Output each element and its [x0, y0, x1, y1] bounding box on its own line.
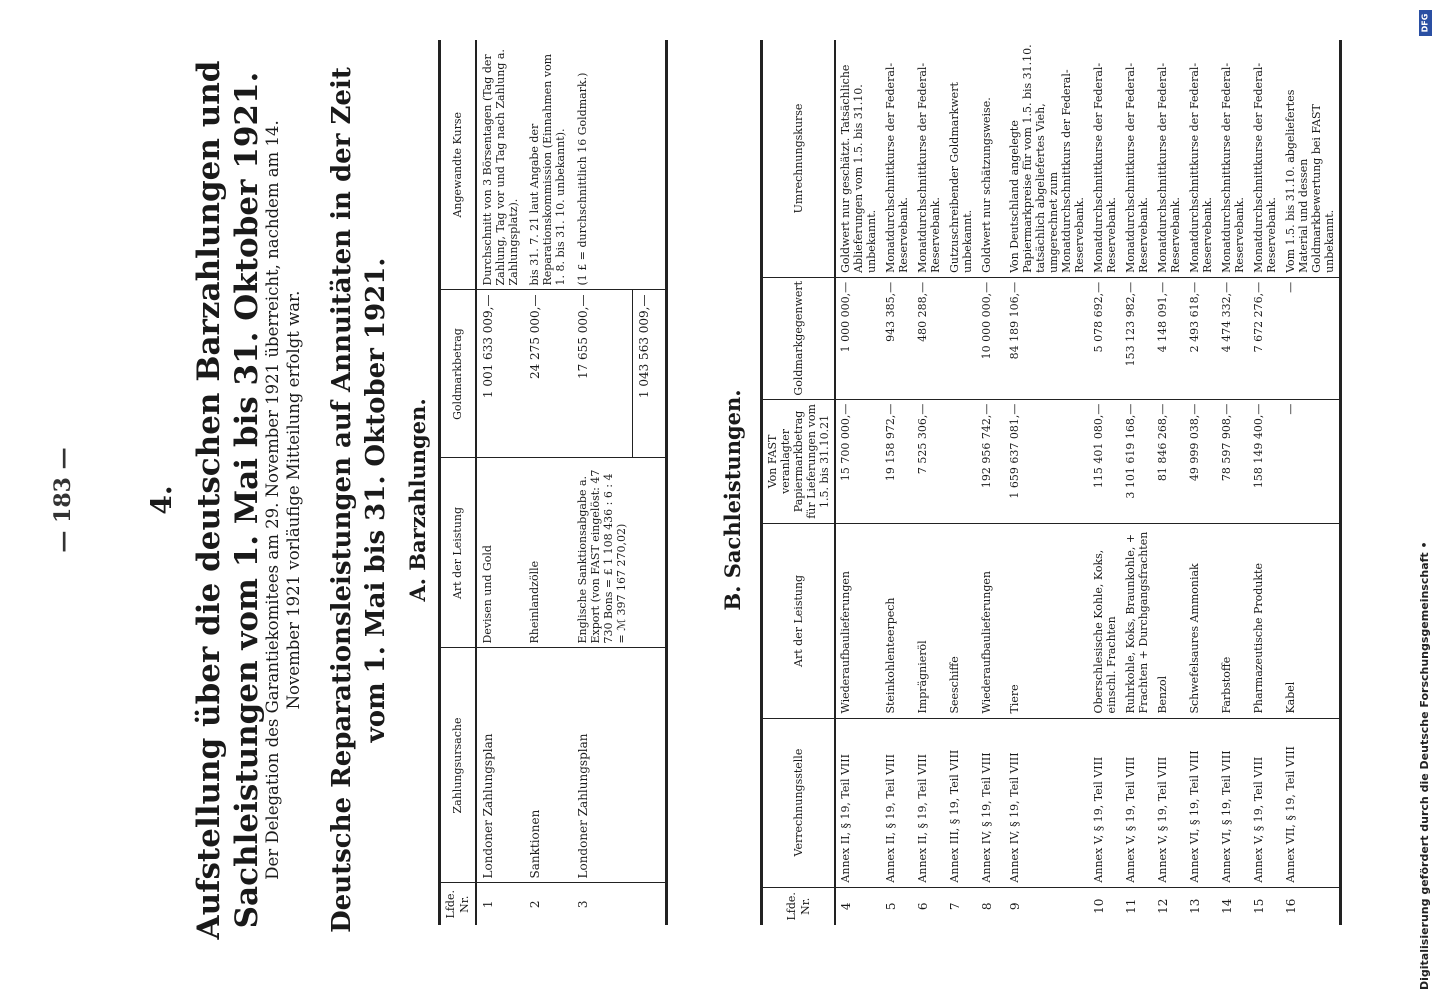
cell-kurse: Monatdurchschnittkurse der Federal-Reservebank. [913, 40, 945, 277]
cell-nr: 9 [1008, 902, 1022, 911]
table-row [1281, 40, 1341, 925]
cell-gold: 7 672 276,— [1249, 277, 1281, 399]
table-row [977, 40, 1005, 925]
cell-papier: 78 597 908,— [1217, 399, 1249, 524]
cell-stelle: Annex IV, § 19, Teil VIII [977, 718, 1005, 887]
cell-art: Rheinlandzölle [524, 458, 572, 648]
cell-nr: 13 [1188, 898, 1202, 914]
cell-nr: 4 [839, 902, 853, 911]
col-header-nr: Lfde. Nr. [440, 883, 477, 925]
cell-stelle: Annex VI, § 19, Teil VIII [1217, 718, 1249, 887]
table-row [1185, 40, 1217, 925]
total-row [632, 40, 666, 925]
cell-kurse: Gutzuschreibender Goldmarkwert unbekannt. [945, 40, 977, 277]
cell-stelle: Annex III, § 19, Teil VIII [945, 718, 977, 887]
table-row [524, 40, 572, 925]
cell-papier: 3 101 619 168,— [1121, 399, 1153, 524]
cell-gold [945, 277, 977, 399]
cell-art: Farbstoffe [1217, 524, 1249, 718]
cell-gold: 5 078 692,— [1089, 277, 1121, 399]
cell-nr: 3 [576, 900, 590, 909]
sidebar-credit: Digitalisierung gefördert durch die Deutsche Forschungsgemeinschaft • [1418, 541, 1431, 990]
col-header-papier: Von FAST veranlagter Papiermarkbetrag für Lieferungen vom 1.5. bis 31.10.21 [762, 399, 836, 524]
cell-papier: — [1281, 399, 1341, 524]
col-header-kurse: Umrechnungskurse [762, 40, 836, 277]
cell-nr: 10 [1092, 898, 1106, 914]
cell-kurse: Durchschnitt von 3 Börsentagen (Tag der Zahlung, Tag vor und Tag nach Zahlung a. Zahlungsplatz). [476, 40, 524, 290]
document-title: Aufstellung über die deutschen Barzahlungen und Sachleistungen vom 1. Mai bis 31. Oktober 1921. [191, 60, 265, 940]
table-row [1249, 40, 1281, 925]
cell-papier: 81 846 268,— [1153, 399, 1185, 524]
cell-gold: — [1281, 277, 1341, 399]
table-row [1121, 40, 1153, 925]
cell-papier: 15 700 000,— [835, 399, 881, 524]
table-row [476, 40, 524, 925]
col-header-art: Art der Leistung [440, 458, 477, 648]
cell-kurse: Goldwert nur geschätzt. Tatsächliche Ablieferungen vom 1.5. bis 31.10. unbekannt. [835, 40, 881, 277]
section-number: 4. [145, 485, 178, 515]
cell-papier: 49 999 038,— [1185, 399, 1217, 524]
cell-gold: 10 000 000,— [977, 277, 1005, 399]
cell-kurse: Monatdurchschnittkurse der Federal-Reservebank. [1121, 40, 1153, 277]
cell-kurse: Monatdurchschnittkurse der Federal-Reservebank. [1153, 40, 1185, 277]
cell-art: Wiederaufbaulieferungen [977, 524, 1005, 718]
cell-gold: 943 385,— [881, 277, 913, 399]
cell-stelle: Annex VII, § 19, Teil VIII [1281, 718, 1341, 887]
cell-kurse: Monatdurchschnittkurse der Federal-Reservebank. [1185, 40, 1217, 277]
col-header-art: Art der Leistung [762, 524, 836, 718]
cell-nr: 1 [481, 900, 495, 909]
cell-art: Kabel [1281, 524, 1341, 718]
cell-nr: 5 [884, 902, 898, 911]
cell-betrag: 1 001 633 009,— [476, 290, 524, 458]
cell-art: Ruhrkohle, Koks, Braunkohle, + Frachten + Durchgangsfrachten [1121, 524, 1153, 718]
dfg-logo: DFG [1419, 10, 1432, 36]
cell-stelle: Annex V, § 19, Teil VIII [1249, 718, 1281, 887]
table-sachleistungen [760, 40, 1342, 925]
col-header-kurse: Angewandte Kurse [440, 40, 477, 290]
cell-stelle: Annex V, § 19, Teil VIII [1089, 718, 1121, 887]
col-header-nr: Lfde. Nr. [762, 887, 836, 925]
cell-art: Oberschlesische Kohle, Koks, einschl. Frachten [1089, 524, 1121, 718]
cell-papier: 19 158 972,— [881, 399, 913, 524]
cell-kurse: Monatdurchschnittkurse der Federal-Reservebank. [1089, 40, 1121, 277]
cell-papier: 7 525 306,— [913, 399, 945, 524]
page-number: — 183 — [50, 447, 76, 553]
cell-ursache: Londoner Zahlungsplan [572, 648, 632, 883]
cell-nr: 11 [1124, 898, 1138, 914]
cell-gold: 84 189 106,— [1005, 277, 1089, 399]
document-subtitle: Deutsche Reparationsleistungen auf Annuitäten in der Zeit vom 1. Mai bis 31. Oktober 1921. [327, 67, 391, 933]
cell-empty [632, 648, 666, 883]
cell-papier: 158 149 400,— [1249, 399, 1281, 524]
heading-barzahlungen: A. Barzahlungen. [405, 398, 430, 602]
cell-art: Tiere [1005, 524, 1089, 718]
cell-art: Imprägnieröl [913, 524, 945, 718]
cell-papier [945, 399, 977, 524]
cell-kurse: Vom 1.5. bis 31.10. abgeliefertes Material und dessen Goldmarkbewertung bei FAST unbekannt. [1281, 40, 1341, 277]
cell-nr: 12 [1156, 898, 1170, 914]
cell-empty [632, 883, 666, 925]
cell-stelle: Annex II, § 19, Teil VIII [881, 718, 913, 887]
cell-stelle: Annex V, § 19, Teil VIII [1121, 718, 1153, 887]
col-header-betrag: Goldmarkbetrag [440, 290, 477, 458]
cell-gold: 1 000 000,— [835, 277, 881, 399]
cell-art: Devisen und Gold [476, 458, 524, 648]
col-header-ursache: Zahlungsursache [440, 648, 477, 883]
cell-gold: 480 288,— [913, 277, 945, 399]
cell-gold: 2 493 618,— [1185, 277, 1217, 399]
cell-nr: 15 [1252, 898, 1266, 914]
cell-kurse: Monatdurchschnittkurse der Federal-Reservebank. [881, 40, 913, 277]
cell-gold: 4 148 091,— [1153, 277, 1185, 399]
table-row [572, 40, 632, 925]
table-row [1005, 40, 1089, 925]
cell-art: Schwefelsaures Ammoniak [1185, 524, 1217, 718]
cell-art: Englische Sanktionsabgabe a. Export (von FAST eingelöst: 47 730 Bons = £ 1 108 436 : 6 : 4 = ℳ 397 167 270,02) [572, 458, 632, 648]
cell-papier: 115 401 080,— [1089, 399, 1121, 524]
table-barzahlungen [438, 40, 668, 925]
intro-text: Der Delegation des Garantiekomitees am 29. November 1921 überreicht, nachdem am 14. November 1921 vorläufige Mitteilung erfolgt war. [263, 120, 303, 880]
cell-nr: 14 [1220, 898, 1234, 914]
cell-stelle: Annex IV, § 19, Teil VIII [1005, 718, 1089, 887]
cell-stelle: Annex VI, § 19, Teil VIII [1185, 718, 1217, 887]
cell-art: Pharmazeutische Produkte [1249, 524, 1281, 718]
table-row [1217, 40, 1249, 925]
cell-art: Wiederaufbaulieferungen [835, 524, 881, 718]
cell-kurse: (1 £ = durchschnittlich 16 Goldmark.) [572, 40, 632, 290]
cell-stelle: Annex II, § 19, Teil VIII [913, 718, 945, 887]
cell-nr: 8 [980, 902, 994, 911]
table-row [945, 40, 977, 925]
cell-art: Seeschiffe [945, 524, 977, 718]
table-header-row [762, 40, 836, 925]
table-row [835, 40, 881, 925]
cell-kurse: Von Deutschland angelegte Papiermarkpreise für vom 1.5. bis 31.10. tatsächlich abgeliefertes Vieh, umgerechnet zum Monatdurchschnittkurs der Federal-Reservebank. [1005, 40, 1089, 277]
cell-ursache: Sanktionen [524, 648, 572, 883]
col-header-stelle: Verrechnungsstelle [762, 718, 836, 887]
cell-gold: 4 474 332,— [1217, 277, 1249, 399]
cell-total: 1 043 563 009,— [632, 290, 666, 458]
cell-betrag: 17 655 000,— [572, 290, 632, 458]
cell-papier: 192 956 742,— [977, 399, 1005, 524]
cell-empty [632, 40, 666, 290]
cell-ursache: Londoner Zahlungsplan [476, 648, 524, 883]
heading-sachleistungen: B. Sachleistungen. [720, 389, 745, 611]
cell-betrag: 24 275 000,— [524, 290, 572, 458]
cell-nr: 16 [1284, 898, 1298, 914]
cell-nr: 2 [528, 900, 542, 909]
cell-art: Benzol [1153, 524, 1185, 718]
cell-kurse: Goldwert nur schätzungsweise. [977, 40, 1005, 277]
table-row [913, 40, 945, 925]
col-header-gold: Goldmarkgegenwert [762, 277, 836, 399]
table-row [1153, 40, 1185, 925]
cell-gold: 153 123 982,— [1121, 277, 1153, 399]
cell-kurse: bis 31. 7. 21 laut Angabe der Reparationskommission (Einnahmen vom 1. 8. bis 31. 10. unbekannt). [524, 40, 572, 290]
cell-empty [632, 458, 666, 648]
cell-kurse: Monatdurchschnittkurse der Federal-Reservebank. [1249, 40, 1281, 277]
cell-art: Steinkohlenteerpech [881, 524, 913, 718]
cell-nr: 7 [948, 902, 962, 911]
cell-papier: 1 659 637 081,— [1005, 399, 1089, 524]
table-header-row [440, 40, 477, 925]
cell-kurse: Monatdurchschnittkurse der Federal-Reservebank. [1217, 40, 1249, 277]
cell-stelle: Annex V, § 19, Teil VIII [1153, 718, 1185, 887]
table-row [1089, 40, 1121, 925]
cell-nr: 6 [916, 902, 930, 911]
cell-stelle: Annex II, § 19, Teil VIII [835, 718, 881, 887]
table-row [881, 40, 913, 925]
